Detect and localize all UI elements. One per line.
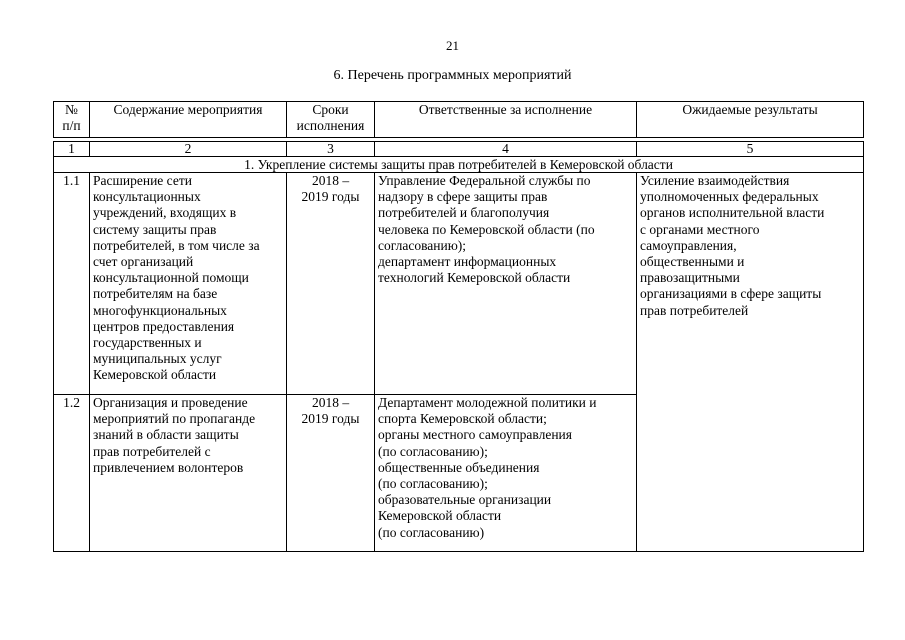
header-term [287, 102, 375, 138]
results-line: прав потребителей [640, 302, 749, 318]
responsible-line: (по согласованию) [378, 524, 485, 540]
row-responsible [375, 173, 637, 395]
responsible-line: (по согласованию); [378, 476, 488, 492]
content-line: консультационной помощи [93, 270, 249, 286]
responsible-line: (по согласованию); [378, 443, 488, 459]
measures-table [53, 141, 864, 552]
column-number: 5 [637, 142, 864, 157]
responsible-line: общественные объединения [378, 459, 540, 475]
content-line: центров предоставления [93, 318, 235, 334]
results-line: уполномоченных федеральных [640, 189, 819, 205]
results-line: с органами местного [640, 221, 760, 237]
content-line: знаний в области защиты [93, 427, 239, 443]
content-line: мероприятий по пропаганде [93, 411, 256, 427]
content-line: систему защиты прав [93, 221, 217, 237]
content-line: прав потребителей с [93, 443, 211, 459]
document-title: 6. Перечень программных мероприятий [333, 68, 572, 83]
row-term [287, 395, 375, 552]
content-line: привлечением волонтеров [93, 459, 244, 475]
content-line: потребителям на базе [93, 286, 218, 302]
table-row [54, 173, 864, 395]
results-line: Усиление взаимодействия [640, 173, 790, 188]
header-term-line: исполнения [296, 118, 365, 133]
responsible-line: технологий Кемеровской области [378, 270, 571, 286]
results-line: общественными и [640, 254, 745, 270]
page-number: 21 [446, 38, 459, 53]
content-line: счет организаций [93, 254, 194, 270]
content-line: муниципальных услуг [93, 351, 222, 367]
term-line: 2018 – [311, 395, 350, 410]
responsible-line: органы местного самоуправления [378, 427, 572, 443]
term-line: 2019 годы [301, 189, 360, 205]
section-title: 1. Укрепление системы защиты прав потребителей в Кемеровской области [54, 157, 864, 173]
responsible-line: Департамент молодежной политики и [378, 395, 597, 410]
table-header [53, 101, 864, 138]
header-num [54, 102, 90, 138]
row-term [287, 173, 375, 395]
column-number: 3 [287, 142, 375, 157]
row-number: 1.2 [54, 395, 90, 552]
term-line: 2018 – [311, 173, 350, 188]
content-line: потребителей, в том числе за [93, 237, 260, 253]
responsible-line: департамент информационных [378, 254, 557, 270]
term-line: 2019 годы [301, 411, 360, 427]
section-row [54, 157, 864, 173]
responsible-line: надзору в сфере защиты прав [378, 189, 548, 205]
content-line: Организация и проведение [93, 395, 248, 410]
results-line: правозащитными [640, 270, 740, 286]
content-line: Кемеровской области [93, 367, 217, 383]
header-content: Содержание мероприятия [90, 102, 287, 138]
responsible-line: Управление Федеральной службы по [378, 173, 591, 188]
header-results: Ожидаемые результаты [637, 102, 864, 138]
responsible-line: человека по Кемеровской области (по [378, 221, 595, 237]
header-term-line: Сроки [312, 102, 349, 117]
results-line: самоуправления, [640, 237, 737, 253]
results-line: организациями в сфере защиты [640, 286, 822, 302]
responsible-line: Кемеровской области [378, 508, 502, 524]
content-line: многофункциональных [93, 302, 227, 318]
responsible-line: спорта Кемеровской области; [378, 411, 547, 427]
responsible-line: потребителей и благополучия [378, 205, 550, 221]
responsible-line: согласованию); [378, 237, 467, 253]
header-num-line: № [65, 102, 78, 117]
column-numbers-row [54, 142, 864, 157]
column-number: 4 [375, 142, 637, 157]
row-responsible [375, 395, 637, 552]
responsible-line: образовательные организации [378, 492, 552, 508]
column-number: 2 [90, 142, 287, 157]
content-line: Расширение сети [93, 173, 192, 188]
content-line: консультационных [93, 189, 201, 205]
results-line: органов исполнительной власти [640, 205, 825, 221]
content-line: учреждений, входящих в [93, 205, 237, 221]
expected-results [637, 173, 864, 552]
header-responsible: Ответственные за исполнение [375, 102, 637, 138]
content-line: государственных и [93, 335, 202, 351]
column-number: 1 [54, 142, 90, 157]
row-content [90, 395, 287, 552]
row-content [90, 173, 287, 395]
row-number: 1.1 [54, 173, 90, 395]
header-num-line: п/п [62, 118, 81, 133]
